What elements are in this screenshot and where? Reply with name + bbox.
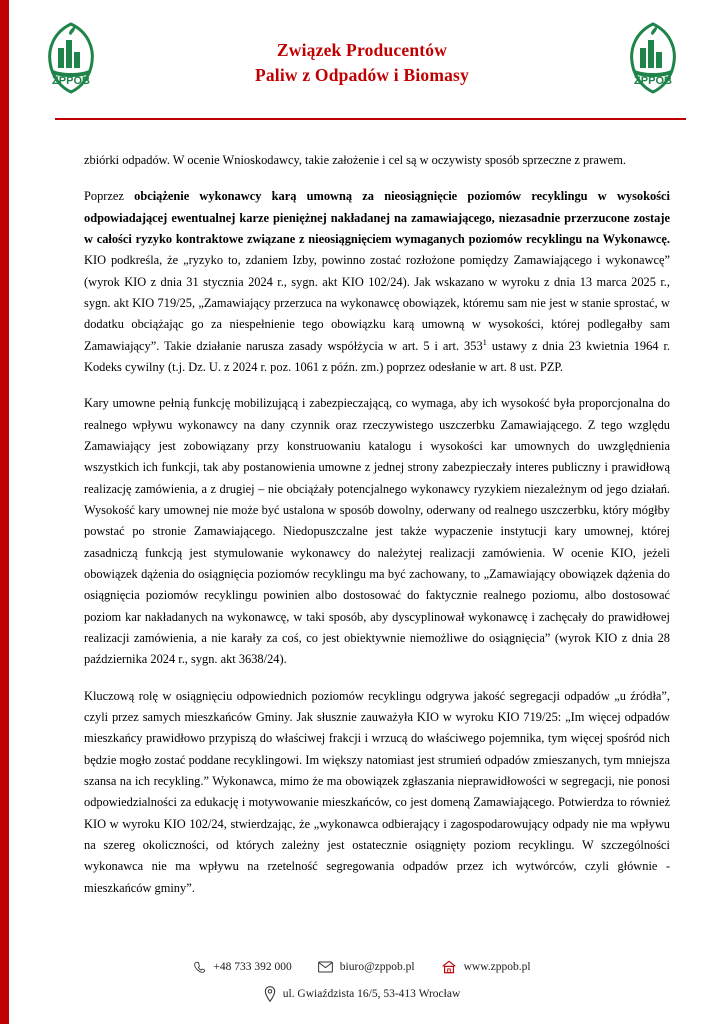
footer-address-row	[0, 986, 724, 1002]
footer-phone	[193, 961, 291, 974]
paragraph-2	[84, 186, 670, 378]
paragraph-1-run-1: zbiórki odpadów. W ocenie Wnioskodawcy, takie założenie i cel są w oczywisty sposób sprzeczne z prawem.	[84, 153, 627, 167]
paragraph-4-run-1: Kluczową rolę w osiągnięciu odpowiednich poziomów recyklingu odgrywa jakość segregacji odpadów „u źródła”, czyli przez samych mieszkańców Gminy. Jak słusznie zauważyła KIO w wyroku KIO 719/25: „Im więcej odpadów mieszkańcy prawidłowo przypiszą do właściwej frakcji i wrzucą do właściwego pojemnika, tym więcej spośród nich będzie mogło zostać poddane recyklingowi. Im większy natomiast jest strumień odpadów zmieszanych, tym mniejsza szansa na ich recykling.” Wykonawca, mimo że ma obowiązek zgłaszania nieprawidłowości w segregacji, nie ponosi odpowiedzialności za edukację i motywowanie mieszkańców, co jest domeną Zamawiającego. Potwierdza to również KIO w wyroku KIO 102/24, stwierdzając, że „wykonawca odbierający i zagospodarowujący odpady nie ma wpływu na szereg okoliczności, od których zależny jest ostatecznie osiągnięty poziom recyklingu. W szczególności wykonawca nie ma wpływu na rzetelność segregowania odpadów przez ich wytwórców, czyli głównie - mieszkańców gminy”.	[84, 688, 670, 895]
location-pin-icon	[264, 986, 276, 1002]
phone-icon	[193, 961, 206, 974]
footer-email-text: biuro@zppob.pl	[339, 961, 415, 973]
footer-phone-text: +48 733 392 000	[213, 961, 292, 973]
paragraph-2-run-2-bold: obciążenie wykonawcy karą umowną za nieosiągnięcie poziomów recyklingu w wysokości odpowiadającej ewentualnej karze pieniężnej nakładanej na zamawiającego, niezasadnie przerzucone zostaje w całości ryzyko kontraktowe związane z nieosiągnięciem wymaganych poziomów recyklingu na Wykonawcę.	[84, 189, 670, 246]
footer-contact-row	[0, 960, 724, 974]
paragraph-4	[84, 686, 670, 899]
paragraph-3-run-1: Kary umowne pełnią funkcję mobilizującą i zabezpieczającą, co wymaga, aby ich wysokość była proporcjonalna do realnego wpływu wykonawcy na dany czynnik oraz rzeczywistego uszczerbku Zamawiającego. Z tego względu Zamawiający jest zobowiązany przy konstruowaniu katalogu i wysokości kar umownych do uwzględnienia wszystkich ich funkcji, tak aby postanowienia umowne z jednej strony zabezpieczały interes publiczny i prawidłową realizację zamówienia, a z drugiej – nie obciążały potencjalnego wykonawcy ryzykiem niezależnym od jego działań. Wysokość kary umownej nie może być ustalona w sposób dowolny, oderwany od realnego uszczerbku, który mógłby powstać po stronie Zamawiającego. Niedopuszczalne jest także wypaczenie instytucji kary umownej, której zasadniczą funkcją jest stymulowanie wykonawcy do należytej realizacji zamówienia. W ocenie KIO, jeżeli obowiązek dążenia do osiągnięcia poziomów recyklingu ma być zachowany, to „Zamawiający obowiązek dążenia do osiągnięcia poziomów recyklingu powinien albo dostosować do faktycznie realnego poziomu, albo dostosować poziom kar nakładanych na wykonawcę, w taki sposób, aby dyscyplinował wykonawcę i zachęcały do prawidłowej realizacji zamówienia, a nie karały za coś, co jest obiektywnie niemożliwe do osiągnięcia” (wyrok KIO z dnia 28 października 2024 r., sygn. akt 3638/24).	[84, 396, 670, 667]
document-header	[0, 0, 724, 122]
footer-website-text: www.zppob.pl	[463, 961, 531, 973]
house-icon	[441, 960, 457, 974]
envelope-icon	[318, 961, 333, 973]
svg-text:ZPPOB: ZPPOB	[52, 75, 90, 87]
title-line-2: Paliw z Odpadów i Biomasy	[254, 65, 470, 86]
paragraph-2-run-3: KIO podkreśla, że „ryzyko to, zdaniem Izby, powinno zostać rozłożone pomiędzy Zamawiającego i wykonawcę” (wyrok KIO z dnia 31 stycznia 2024 r., sygn. akt KIO 102/24). Jak wskazano w wyroku z dnia 13 marca 2025 r., sygn. akt KIO 719/25, „Zamawiający przerzuca na wykonawcę obowiązek, któremu sam nie jest w stanie sprostać, w dodatku obciążając go za niespełnienie tego obowiązku karą umowną w wysokości, której podlegałby sam Zamawiający”. Takie działanie narusza zasady współżycia w art. 5 i art. 353	[84, 253, 670, 353]
organization-title	[102, 22, 622, 89]
title-line-1: Związek Producentów	[276, 40, 448, 60]
paragraph-1	[84, 150, 670, 171]
paragraph-2-run-5: ustawy z dnia 23 kwietnia 1964 r. Kodeks cywilny (t.j. Dz. U. z 2024 r. poz. 1061 z późn. zm.) poprzez odesłanie w art. 8 ust. PZP.	[84, 338, 670, 374]
footer-address-text: ul. Gwiaździsta 16/5, 53-413 Wrocław	[282, 988, 461, 1000]
zppob-logo-right	[622, 22, 684, 94]
paragraph-2-superscript: 1	[482, 336, 487, 347]
paragraph-3	[84, 393, 670, 670]
paragraph-2-run-1: Poprzez	[84, 189, 135, 204]
document-body	[84, 150, 670, 904]
left-accent-bar	[0, 0, 9, 1024]
footer-email[interactable]	[318, 961, 415, 973]
document-footer	[0, 960, 724, 1002]
footer-website[interactable]	[441, 960, 531, 974]
zppob-logo-left	[40, 22, 102, 94]
header-divider	[55, 118, 686, 120]
svg-text:ZPPOB: ZPPOB	[634, 75, 672, 87]
